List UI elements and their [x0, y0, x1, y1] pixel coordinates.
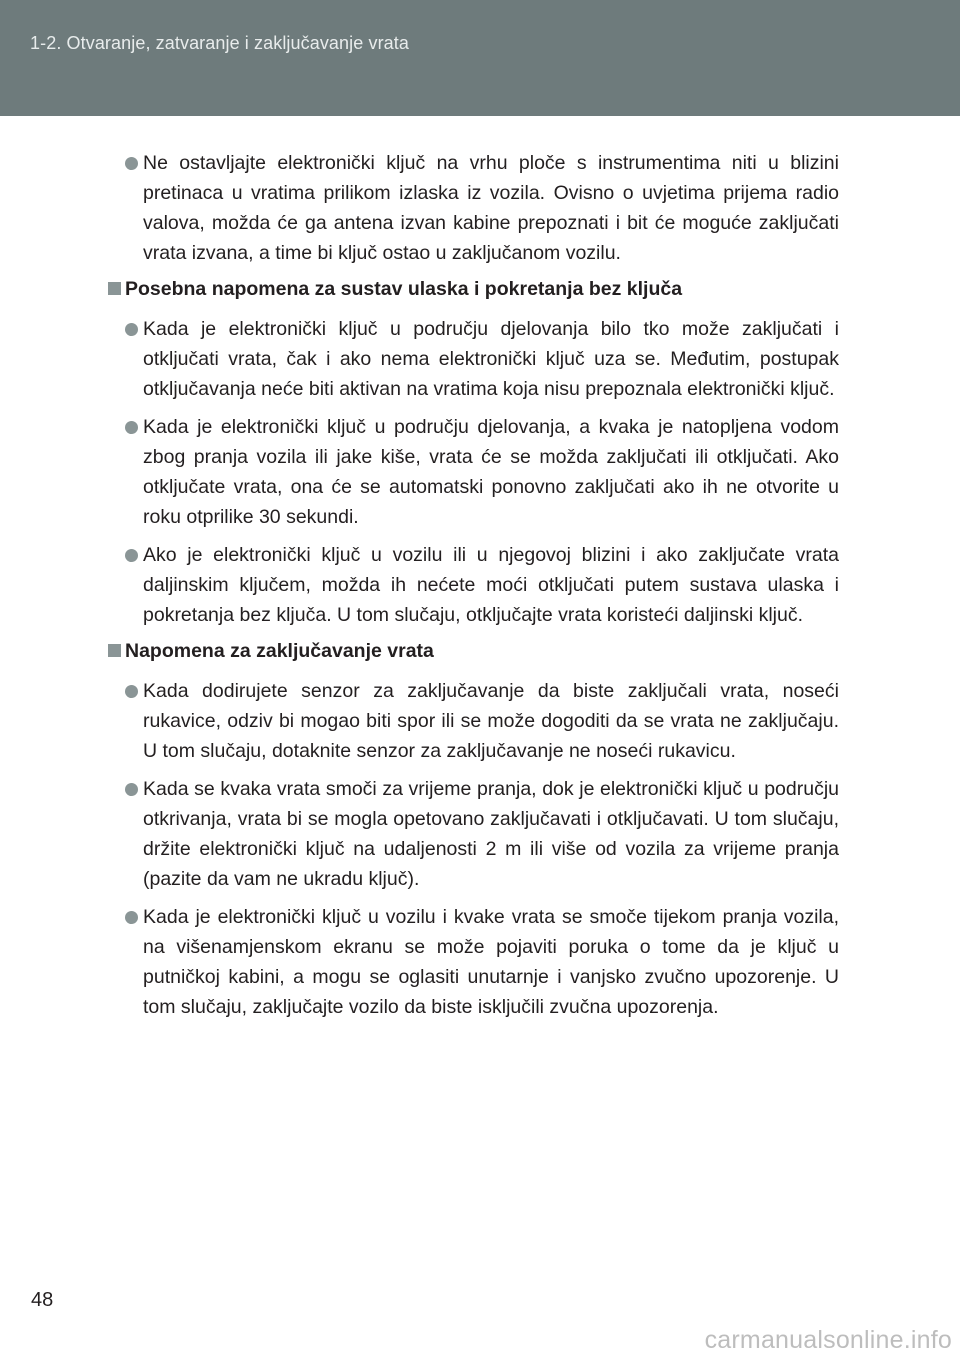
bullet-item	[143, 540, 839, 630]
bullet-text: Kada se kvaka vrata smoči za vrijeme pranja, dok je elektronički ključ u području otkrivanja, vrata bi se mogla opetovano zaključavati i otključavati. U tom slučaju, držite elektronički ključ na udaljenosti 2 m ili više od vozila za vrijeme pranja (pazite da vam ne ukradu ključ).	[143, 778, 839, 890]
bullet-icon	[125, 323, 138, 336]
section-heading	[125, 638, 960, 664]
bullet-text: Kada je elektronički ključ u području djelovanja bilo tko može zaključati i otključati vrata, čak i ako nema elektronički ključ uza se. Međutim, postupak otključavanja neće biti aktivan na vratima koja nisu prepoznala elektronički ključ.	[143, 318, 839, 400]
bullet-text: Kada je elektronički ključ u području djelovanja, a kvaka je natopljena vodom zbog pranja vozila ili jake kiše, vrata će se možda zaključati ili otključati. Ako otključate vrata, ona će se automatski ponovno zaključati ako ih ne otvorite u roku otprilike 30 sekundi.	[143, 416, 839, 528]
bullet-text: Ako je elektronički ključ u vozilu ili u njegovoj blizini i ako zaključate vrata daljinskim ključem, možda ih nećete moći otključati putem sustava ulaska i pokretanja bez ključa. U tom slučaju, otključajte vrata koristeći daljinski ključ.	[143, 544, 839, 626]
bullet-text: Ne ostavljajte elektronički ključ na vrhu ploče s instrumentima niti u blizini pretinaca u vratima prilikom izlaska iz vozila. Ovisno o uvjetima prijema radio valova, možda će ga antena izvan kabine prepoznati i bit će moguće zaključati vrata izvana, a time bi ključ ostao u zaključanom vozilu.	[143, 152, 839, 264]
bullet-icon	[125, 549, 138, 562]
bullet-item	[143, 148, 839, 268]
bullet-icon	[125, 157, 138, 170]
bullet-text: Kada dodirujete senzor za zaključavanje da biste zaključali vrata, noseći rukavice, odziv bi mogao biti spor ili se može dogoditi da se vrata ne zaključaju. U tom slučaju, dotaknite senzor za zaključavanje ne noseći rukavicu.	[143, 680, 839, 762]
bullet-item	[143, 314, 839, 404]
bullet-item	[143, 902, 839, 1022]
section-title: 1-2. Otvaranje, zatvaranje i zaključavanje vrata	[30, 33, 409, 53]
square-bullet-icon	[108, 644, 121, 657]
header-band	[0, 0, 960, 116]
bullet-icon	[125, 783, 138, 796]
bullet-icon	[125, 421, 138, 434]
watermark: carmanualsonline.info	[704, 1326, 952, 1354]
square-bullet-icon	[108, 282, 121, 295]
bullet-icon	[125, 685, 138, 698]
section-heading	[125, 276, 960, 302]
bullet-item	[143, 676, 839, 766]
bullet-text: Kada je elektronički ključ u vozilu i kvake vrata se smoče tijekom pranja vozila, na višenamjenskom ekranu se može pojaviti poruka o tome da je ključ u putničkoj kabini, a mogu se oglasiti unutarnje i vanjsko zvučno upozorenje. U tom slučaju, zaključajte vozilo da biste isključili zvučna upozorenja.	[143, 906, 839, 1018]
page-content	[0, 148, 960, 1030]
section-heading-text: Napomena za zaključavanje vrata	[125, 640, 434, 662]
bullet-item	[143, 412, 839, 532]
page-number: 48	[31, 1289, 54, 1311]
bullet-icon	[125, 911, 138, 924]
bullet-item	[143, 774, 839, 894]
section-heading-text: Posebna napomena za sustav ulaska i pokretanja bez ključa	[125, 278, 683, 300]
